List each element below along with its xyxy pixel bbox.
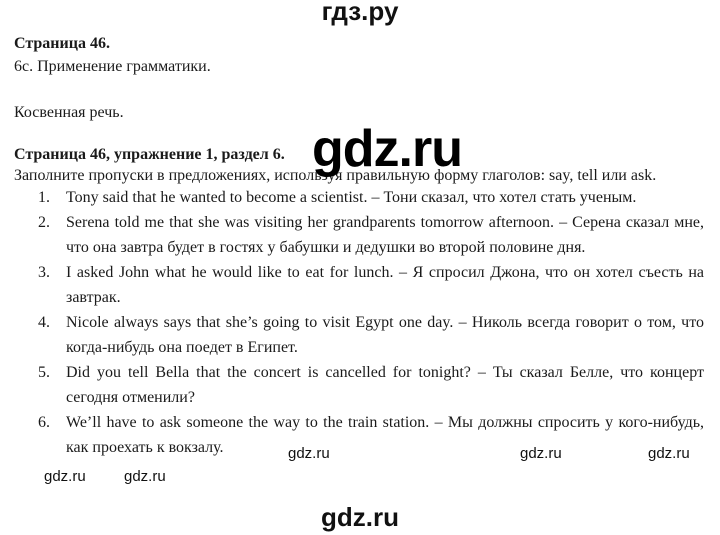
section-title: 6c. Применение грамматики. xyxy=(14,58,211,75)
item-text: We’ll have to ask someone the way to the train station. – Мы должны спросить у кого-нибудь, как проехать к вокзалу. xyxy=(66,414,704,456)
answer-item-2 xyxy=(14,210,704,260)
item-text: Nicole always says that she’s going to visit Egypt one day. – Николь всегда говорит о том, что когда-нибудь она поедет в Египет. xyxy=(66,314,704,356)
document-body xyxy=(14,34,704,460)
exercise-instructions: Заполните пропуски в предложениях, используя правильную форму глаголов: say, tell или ask. xyxy=(14,167,657,184)
answer-item-4 xyxy=(14,310,704,360)
item-number: 1. xyxy=(38,189,50,206)
answer-item-5 xyxy=(14,360,704,410)
item-text: Serena told me that she was visiting her grandparents tomorrow afternoon. – Серена сказал мне, что она завтра будет в гостях у бабушки и дедушки во второй половине дня. xyxy=(66,214,704,256)
answer-list xyxy=(14,185,704,460)
item-number: 2. xyxy=(38,214,50,231)
answer-item-6 xyxy=(14,410,704,460)
answer-item-1 xyxy=(14,185,704,210)
item-text: Did you tell Bella that the concert is cancelled for tonight? – Ты сказал Белле, что концерт сегодня отменили? xyxy=(66,364,704,406)
item-number: 5. xyxy=(38,364,50,381)
watermark-bottom: gdz.ru xyxy=(321,502,399,532)
page-heading: Страница 46. xyxy=(14,35,110,52)
watermark-large: gdz.ru xyxy=(312,120,462,178)
watermark-small: gdz.ru xyxy=(44,468,86,485)
watermark-small: gdz.ru xyxy=(648,445,690,462)
answer-item-3 xyxy=(14,260,704,310)
exercise-heading: Страница 46, упражнение 1, раздел 6. xyxy=(14,146,285,163)
item-number: 4. xyxy=(38,314,50,331)
item-text: I asked John what he would like to eat for lunch. – Я спросил Джона, что он хотел съесть на завтрак. xyxy=(66,264,704,306)
watermark-small: gdz.ru xyxy=(288,445,330,462)
item-text: Tony said that he wanted to become a scientist. – Тони сказал, что хотел стать ученым. xyxy=(66,189,637,206)
topic-title: Косвенная речь. xyxy=(14,104,124,121)
item-number: 3. xyxy=(38,264,50,281)
watermark-small: gdz.ru xyxy=(124,468,166,485)
watermark-small: gdz.ru xyxy=(520,445,562,462)
site-header-logo[interactable]: гдз.ру xyxy=(321,0,399,26)
item-number: 6. xyxy=(38,414,50,431)
